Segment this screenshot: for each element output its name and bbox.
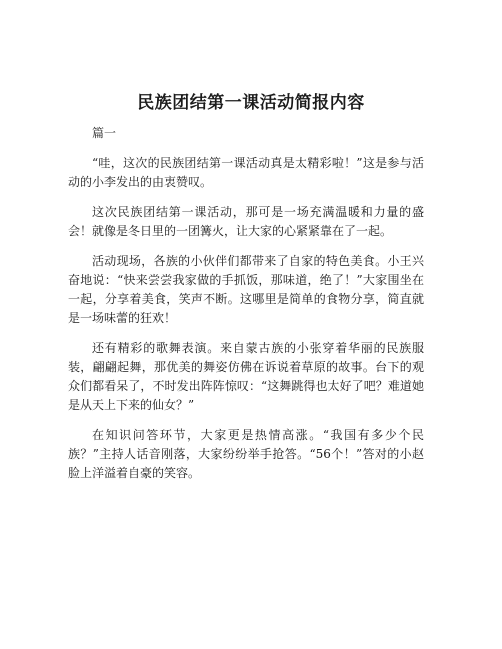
document-body xyxy=(68,124,424,494)
document-title: 民族团结第一课活动简报内容 xyxy=(137,93,365,113)
paragraph-4: 还有精彩的歌舞表演。来自蒙古族的小张穿着华丽的民族服装，翩翩起舞，那优美的舞姿仿佛在诉说着草原的故事。台下的观众们都看呆了，不时发出阵阵惊叹：“这舞跳得也太好了吧？难道她是从天上下来的仙女？” xyxy=(68,341,424,412)
paragraph-1: “哇，这次的民族团结第一课活动真是太精彩啦！”这是参与活动的小李发出的由衷赞叹。 xyxy=(68,156,424,189)
paragraph-3: 活动现场，各族的小伙伴们都带来了自家的特色美食。小王兴奋地说：“快来尝尝我家做的手抓饭，那味道，绝了！”大家围坐在一起，分享着美食，笑声不断。这哪里是简单的食物分享，简直就是一场味蕾的狂欢！ xyxy=(68,254,424,325)
paragraph-5: 在知识问答环节，大家更是热情高涨。“我国有多少个民族？”主持人话音刚落，大家纷纷举手抢答。“56个！”答对的小赵脸上洋溢着自豪的笑容。 xyxy=(68,428,424,480)
section-label: 篇一 xyxy=(92,126,117,140)
paragraph-2: 这次民族团结第一课活动，那可是一场充满温暖和力量的盛会！就像是冬日里的一团篝火，让大家的心紧紧靠在了一起。 xyxy=(68,205,424,238)
